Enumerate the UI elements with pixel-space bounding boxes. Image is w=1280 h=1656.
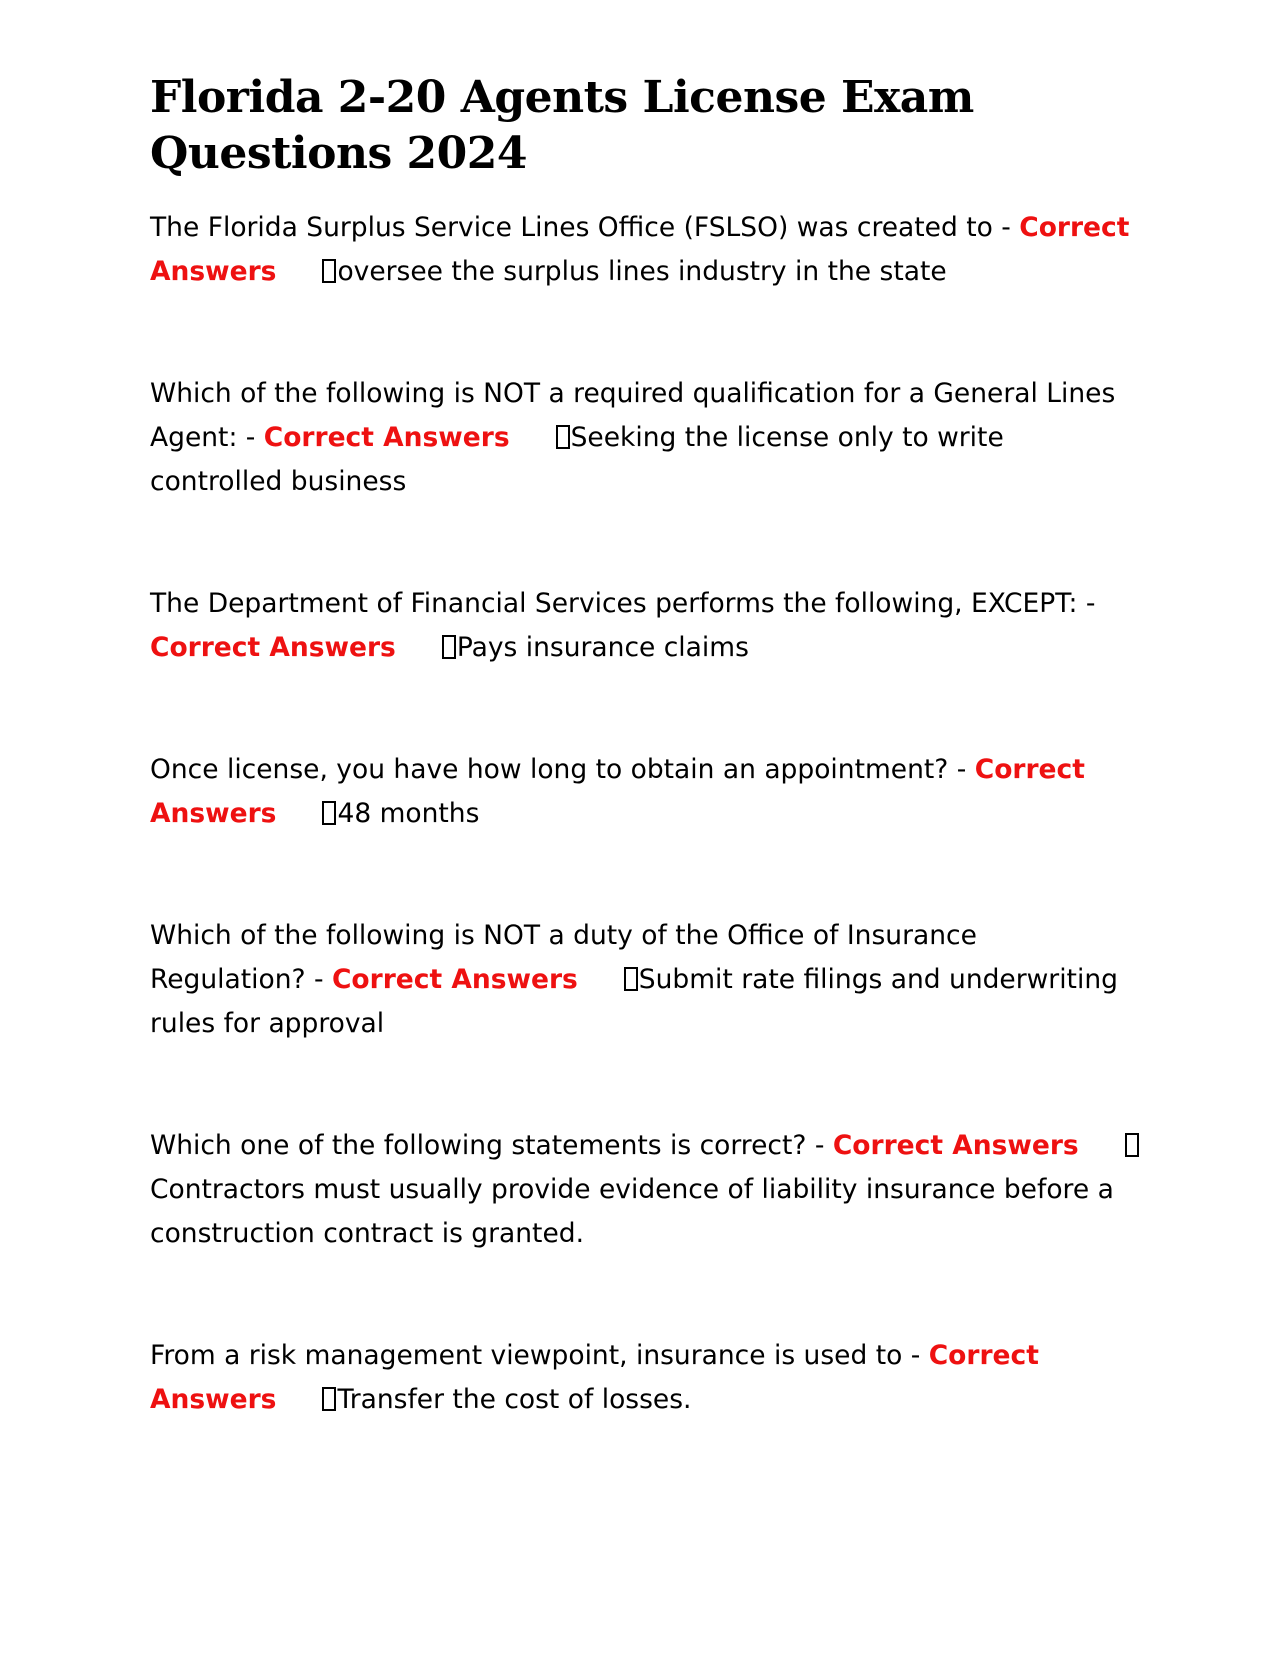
qa-item: [150, 206, 1140, 294]
answer-marker: Correct Answers: [150, 212, 1130, 287]
answer-marker: Correct Answers: [832, 1130, 1079, 1161]
qa-item: [150, 1334, 1140, 1422]
qa-item: [150, 748, 1140, 836]
question-text: Which of the following is NOT a duty of the Office of Insurance Regulation? -: [150, 920, 977, 995]
qa-item: [150, 582, 1140, 670]
question-text: From a risk management viewpoint, insurance is used to -: [150, 1340, 929, 1371]
missing-glyph-icon: [624, 967, 638, 991]
question-text: The Department of Financial Services performs the following, EXCEPT: -: [150, 588, 1096, 619]
missing-glyph-icon: [1125, 1133, 1139, 1157]
qa-item: [150, 372, 1140, 504]
missing-glyph-icon: [322, 259, 336, 283]
document-title: Florida 2-20 Agents License Exam Questions 2024: [150, 72, 974, 179]
document-page: [150, 70, 1140, 1422]
question-text: Which of the following is NOT a required qualification for a General Lines Agent: -: [150, 378, 1116, 453]
question-text: The Florida Surplus Service Lines Office (FSLSO) was created to -: [150, 212, 1020, 243]
answer-text: Transfer the cost of losses.: [337, 1384, 692, 1415]
missing-glyph-icon: [556, 425, 570, 449]
answer-marker: Correct Answers: [150, 1340, 1039, 1415]
question-text: Once license, you have how long to obtain an appointment? -: [150, 754, 975, 785]
answer-marker: Correct Answers: [331, 964, 578, 995]
answer-text: Pays insurance claims: [456, 632, 749, 663]
answer-marker: Correct Answers: [150, 754, 1085, 829]
missing-glyph-icon: [442, 635, 456, 659]
question-text: Which one of the following statements is correct? -: [150, 1130, 833, 1161]
qa-item: [150, 914, 1140, 1046]
answer-text: Seeking the license only to write controlled business: [150, 422, 1004, 497]
answer-text: Contractors must usually provide evidence of liability insurance before a construction contract is granted.: [150, 1174, 1114, 1249]
answer-text: oversee the surplus lines industry in the state: [337, 256, 947, 287]
answer-text: 48 months: [337, 798, 480, 829]
qa-item: [150, 1124, 1140, 1256]
missing-glyph-icon: [322, 1387, 336, 1411]
answer-text: Submit rate filings and underwriting rules for approval: [150, 964, 1118, 1039]
answer-marker: Correct Answers: [263, 422, 510, 453]
answer-marker: Correct Answers: [150, 632, 396, 663]
missing-glyph-icon: [322, 801, 336, 825]
